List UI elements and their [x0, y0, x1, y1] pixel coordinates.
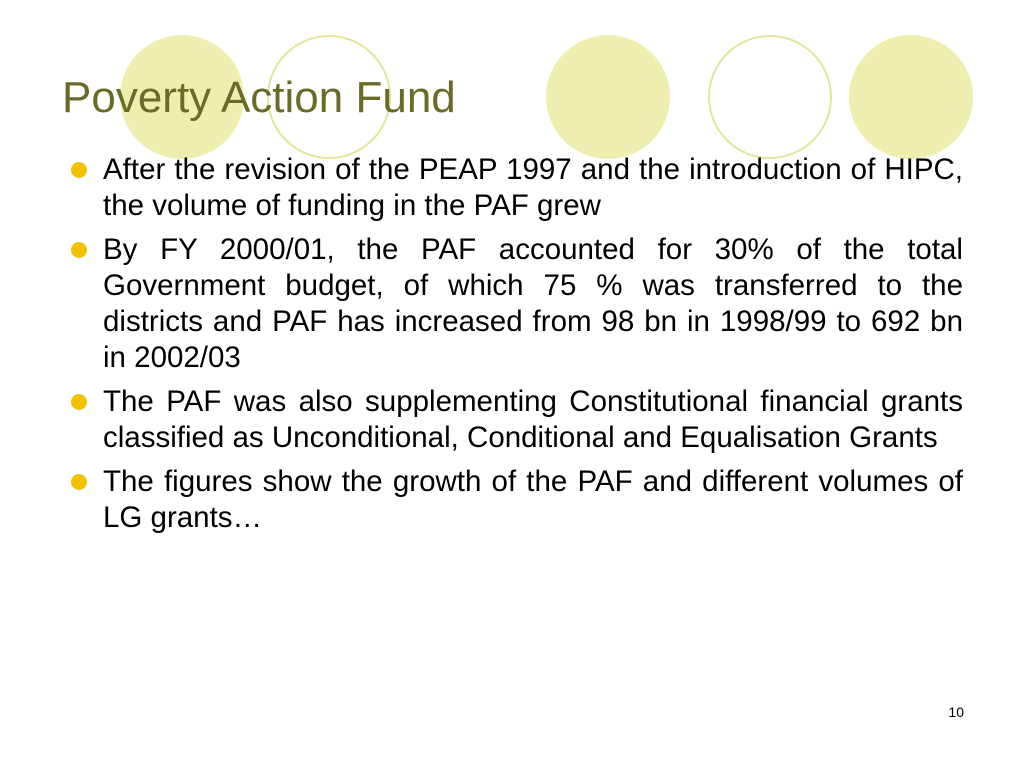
- decorative-circle-filled: [849, 35, 973, 159]
- bullet-dot-icon: [71, 242, 87, 258]
- bullet-list: [71, 152, 963, 544]
- bullet-text: The figures show the growth of the PAF and different volumes of LG grants…: [103, 465, 963, 534]
- bullet-dot-icon: [71, 162, 87, 178]
- bullet-item: [71, 152, 963, 224]
- bullet-text: The PAF was also supplementing Constitutional financial grants classified as Unconditional, Conditional and Equalisation Grants: [103, 385, 963, 454]
- bullet-item: [71, 232, 963, 376]
- decorative-circle-filled: [546, 35, 670, 159]
- bullet-text: By FY 2000/01, the PAF accounted for 30% of the total Government budget, of which 75 % was transferred to the districts and PAF has increased from 98 bn in 1998/99 to 692 bn in 2002/03: [103, 233, 963, 374]
- bullet-text: After the revision of the PEAP 1997 and the introduction of HIPC, the volume of funding in the PAF grew: [103, 153, 963, 222]
- bullet-item: [71, 464, 963, 536]
- bullet-dot-icon: [71, 394, 87, 410]
- bullet-dot-icon: [71, 474, 87, 490]
- decorative-circle-outline: [708, 35, 832, 159]
- bullet-item: [71, 384, 963, 456]
- page-number: 10: [948, 704, 964, 720]
- slide-title: Poverty Action Fund: [62, 73, 456, 122]
